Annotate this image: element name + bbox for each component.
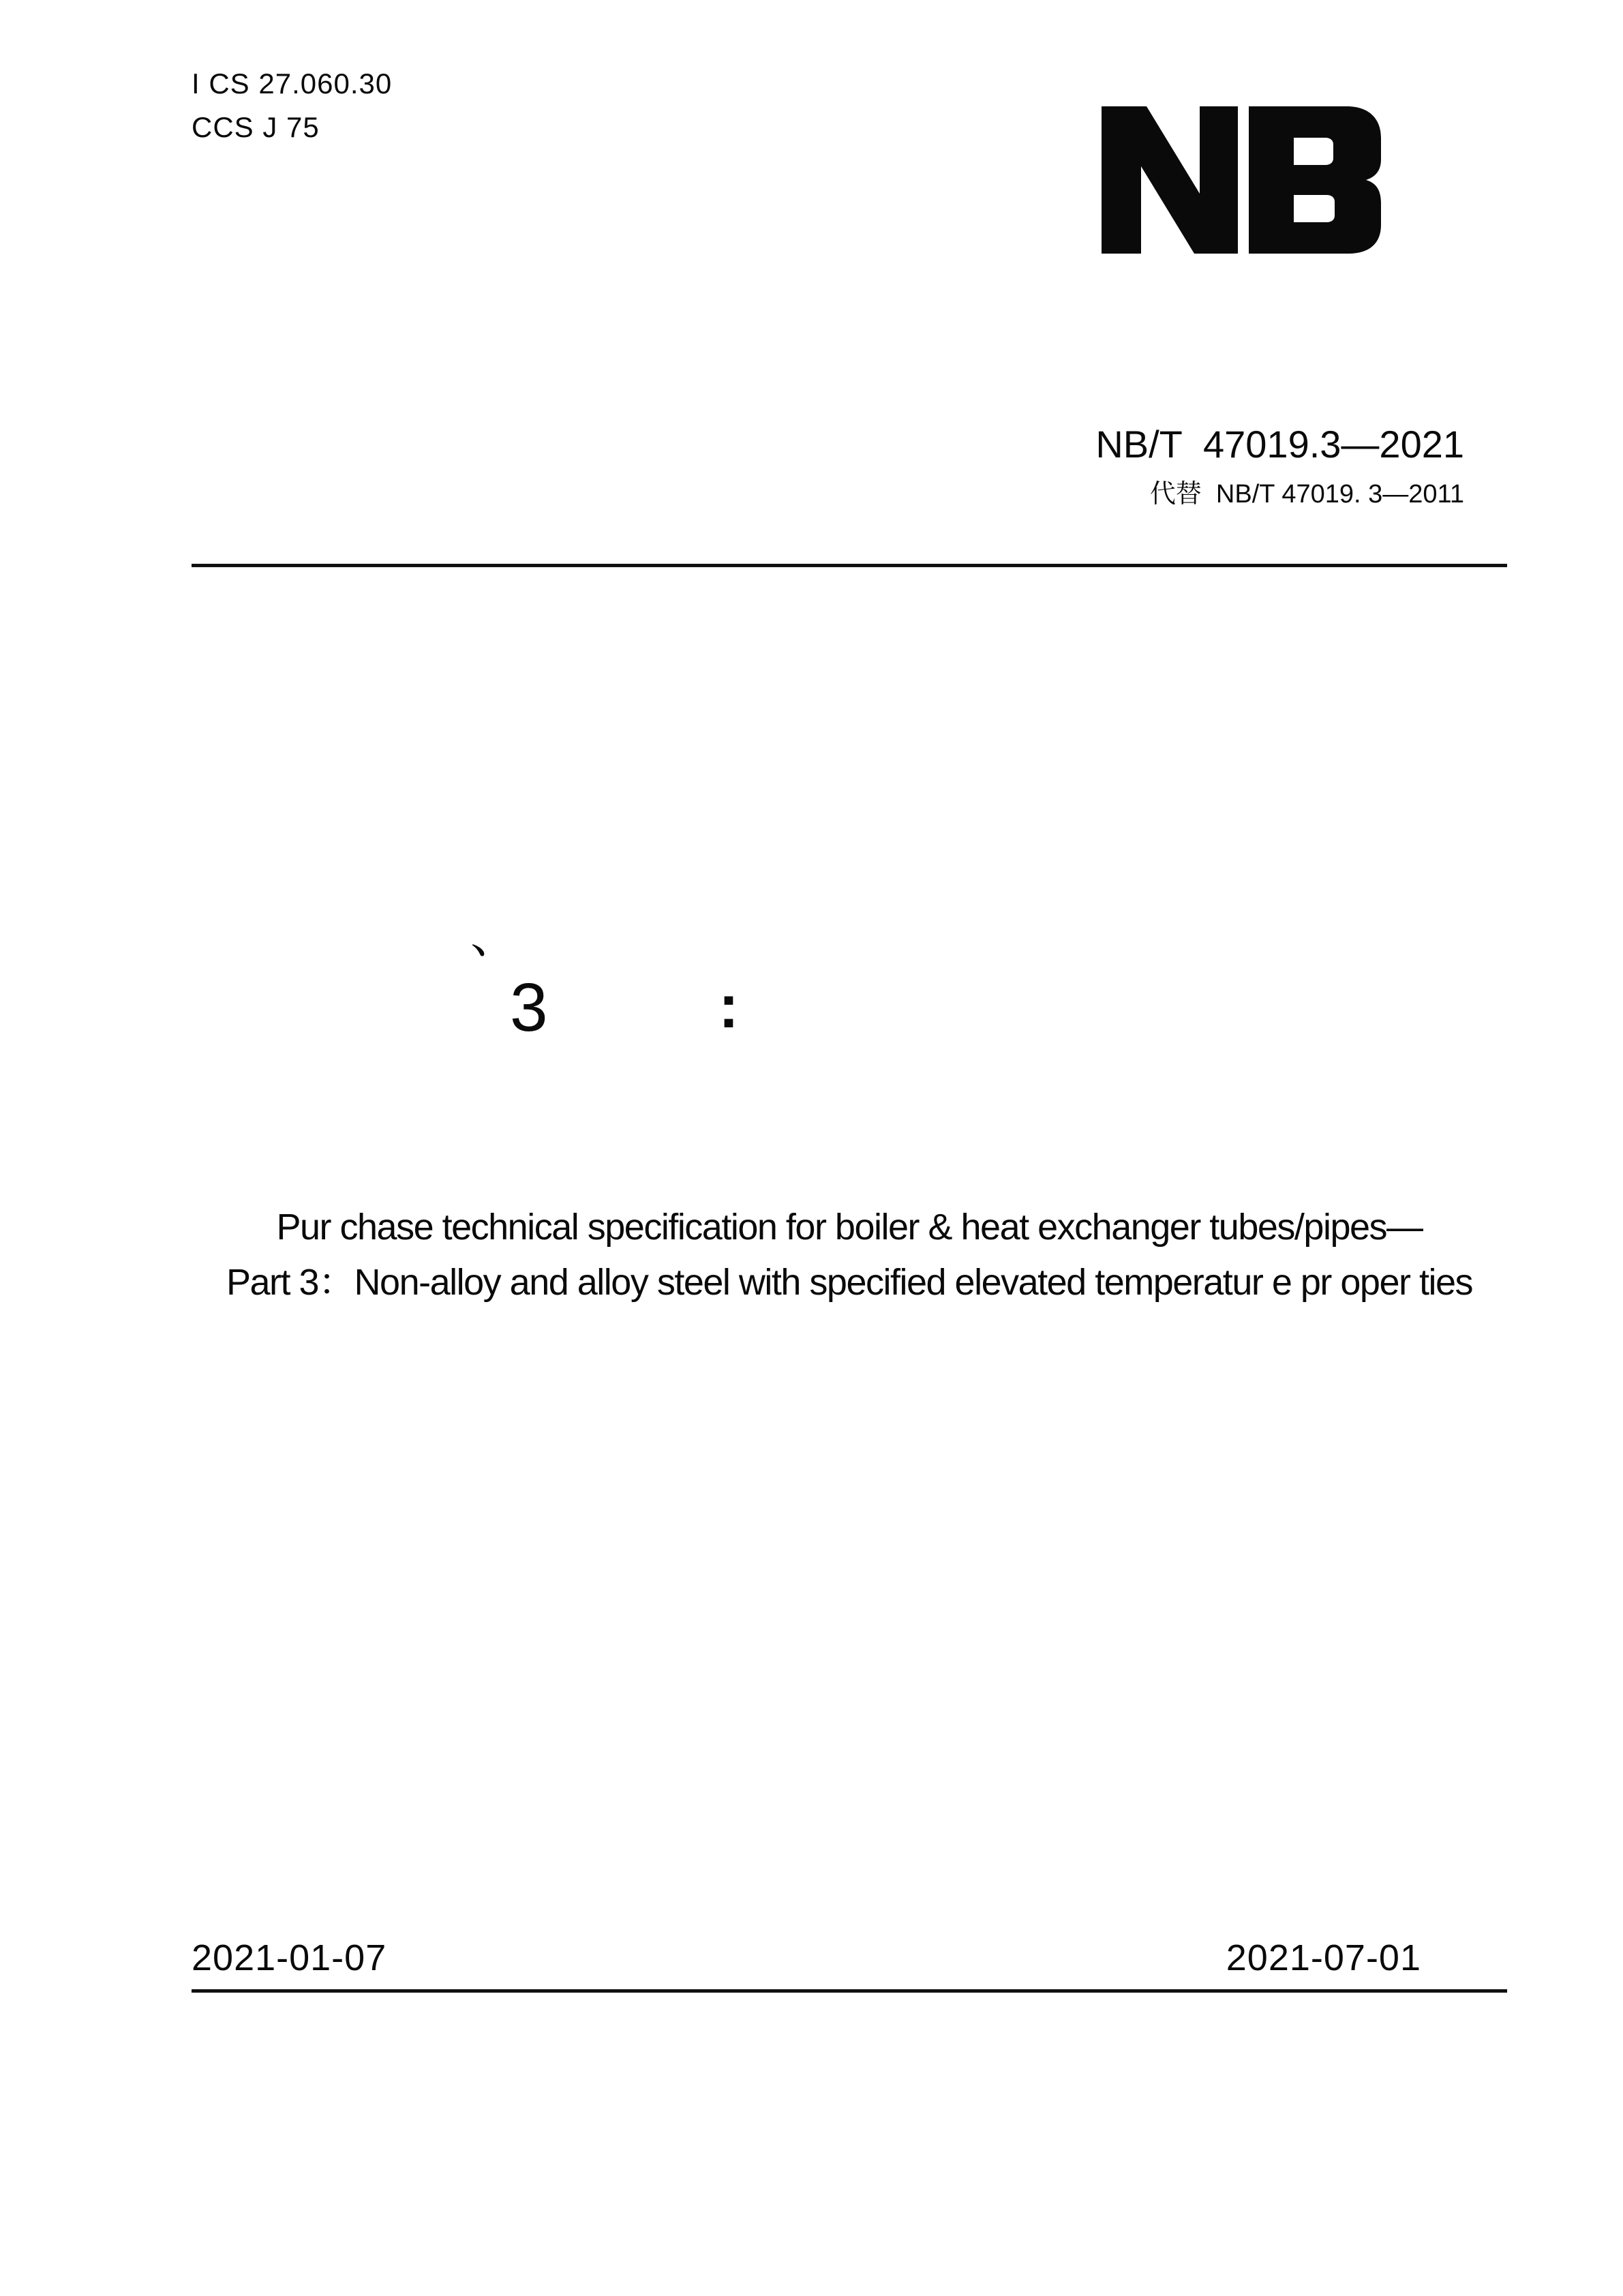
nb-standard-logo-icon bbox=[1102, 106, 1381, 254]
issue-date: 2021-01-07 bbox=[192, 1937, 387, 1978]
english-title-line-1: Pur chase technical specification for boiler & heat exchanger tubes/pipes— bbox=[276, 1207, 1423, 1248]
standard-number: NB/T 47019.3—2021 bbox=[1095, 423, 1464, 466]
implementation-date: 2021-07-01 bbox=[1226, 1937, 1421, 1978]
ics-code: I CS 27.060.30 bbox=[192, 67, 393, 100]
replaced-standard: 代替 NB/T 47019. 3—2011 bbox=[1149, 480, 1464, 509]
bottom-divider bbox=[192, 1989, 1507, 1993]
english-title-line-2: Part 3：Non-alloy and alloy steel with specified elevated temperatur e pr oper ties bbox=[226, 1262, 1472, 1303]
ccs-code: CCS J 75 bbox=[192, 111, 320, 143]
title-part-number: 3 bbox=[510, 969, 548, 1046]
top-divider bbox=[192, 564, 1507, 567]
title-mark: 、 bbox=[470, 909, 518, 963]
title-colon: : bbox=[718, 973, 739, 1041]
